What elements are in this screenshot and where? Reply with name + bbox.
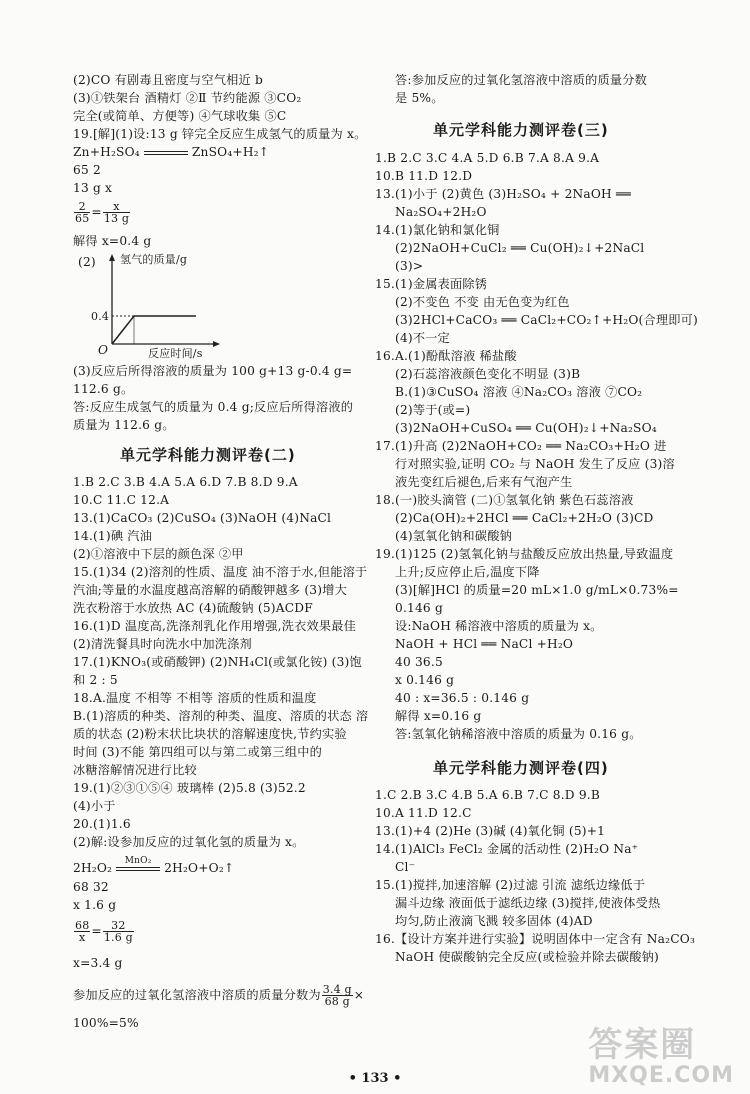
- text-line: (3)反应后所得溶液的质量为 100 g+13 g-0.4 g=: [73, 364, 353, 378]
- text-line: x=3.4 g: [73, 956, 123, 970]
- text-line: 10.A 11.D 12.C: [375, 806, 472, 820]
- text-line: B.(1)溶质的种类、溶剂的种类、温度、溶质的状态 溶: [73, 709, 369, 723]
- fraction: $\frac{32}{1.6 g}$: [103, 919, 133, 944]
- text-line: 17.(1)升高 (2)2NaOH+CO₂ ══ Na₂CO₃+H₂O 进: [375, 439, 667, 453]
- equation-h2o2: [73, 855, 235, 876]
- text-line: 是 5%。: [395, 91, 444, 105]
- equation-lhs: 2H₂O₂: [73, 861, 113, 875]
- text-line: 上升;反应停止后,温度下降: [395, 565, 540, 579]
- text-line: 液先变红后褪色,后来有气泡产生: [395, 475, 573, 489]
- proportion-zn: $\frac{2}{65}$ = $\frac{x}{13 g}$: [75, 200, 130, 225]
- text-line: B.(1)③CuSO₄ 溶液 ④Na₂CO₃ 溶液 ⑦CO₂: [395, 385, 643, 399]
- text-line: 13.(1)小于 (2)黄色 (3)H₂SO₄ + 2NaOH ══: [375, 187, 632, 201]
- equals-sign: [116, 855, 160, 874]
- text-line: 设:NaOH 稀溶液中溶质的质量为 x。: [395, 619, 603, 633]
- text-line: 15.(1)金属表面除锈: [375, 277, 488, 291]
- text-line: 15.(1)搅拌,加速溶解 (2)过滤 引流 滤纸边缘低于: [375, 878, 646, 892]
- proportion-h2o2: $\frac{68}{x}$ = $\frac{32}{1.6 g}$: [75, 919, 133, 944]
- equation-lhs: Zn+H₂SO₄: [73, 145, 140, 159]
- text-line: (4)小于: [73, 799, 116, 813]
- text-line: (2)清洗餐具时向洗水中加洗涤剂: [73, 637, 252, 651]
- text-line: 时间 (3)不能 第四组可以与第二或第三组中的: [73, 745, 322, 759]
- text-line: Na₂SO₄+2H₂O: [395, 205, 487, 219]
- text-line: (3)[解]HCl 的质量=20 mL×1.0 g/mL×0.73%=: [395, 583, 679, 597]
- text-line: 18.(一)胶头滴管 (二)①氢氧化钠 紫色石蕊溶液: [375, 493, 634, 507]
- text-line: 1.B 2.C 3.C 4.A 5.D 6.B 7.A 8.A 9.A: [375, 151, 600, 165]
- text-line: 完全(或简单、方便等) ④气球收集 ⑤C: [73, 109, 287, 123]
- text-line: (2)①溶液中下层的颜色深 ②甲: [73, 547, 244, 561]
- graph-ytick: 0.4: [91, 310, 110, 323]
- text-line: 20.(1)1.6: [73, 817, 131, 831]
- fraction: $\frac{3.4 g}{68 g}$: [322, 983, 352, 1008]
- text-line: (2)石蕊溶液颜色变化不明显 (3)B: [395, 367, 581, 381]
- section-heading: 单元学科能力测评卷(三): [433, 121, 609, 139]
- text-line: (3)2NaOH+CuSO₄ ══ Cu(OH)₂↓+Na₂SO₄: [395, 421, 657, 435]
- text-line: (3)2HCl+CaCO₃ ══ CaCl₂+CO₂↑+H₂O(合理即可): [395, 313, 699, 327]
- text-line: 均匀,防止液滴飞溅 较多固体 (4)AD: [395, 914, 593, 928]
- text-line: 13.(1)CaCO₃ (2)CuSO₄ (3)NaOH (4)NaCl: [73, 511, 332, 525]
- text-line: 1.B 2.C 3.B 4.A 5.A 6.D 7.B 8.D 9.A: [73, 475, 298, 489]
- text-line: 冰糖溶解情况进行比较: [73, 763, 197, 777]
- text-line: (2)等于(或=): [395, 403, 471, 417]
- text-line: Cl⁻: [395, 860, 416, 874]
- text-line: 和 2 : 5: [73, 673, 118, 687]
- text-line: 质量为 112.6 g。: [73, 418, 175, 432]
- mass-curve: [112, 316, 196, 344]
- text-line: 13.(1)+4 (2)He (3)碱 (4)氧化铜 (5)+1: [375, 824, 606, 838]
- text-line: (2)Ca(OH)₂+2HCl ══ CaCl₂+2H₂O (3)CD: [395, 511, 654, 525]
- text-line: 15.(1)34 (2)溶剂的性质、温度 油不溶于水,但能溶于: [73, 565, 368, 579]
- page-number: • 133 •: [348, 1071, 402, 1086]
- text-line: x 0.146 g: [395, 673, 455, 687]
- text-line: (2)不变色 不变 由无色变为红色: [395, 295, 570, 309]
- text-line: 40 36.5: [395, 655, 443, 669]
- fraction: $\frac{x}{13 g}$: [103, 200, 130, 225]
- text-line: 19.(1)②③①⑤④ 玻璃棒 (2)5.8 (3)52.2: [73, 781, 306, 795]
- text-line: 1.C 2.B 3.C 4.B 5.A 6.B 7.C 8.D 9.B: [375, 788, 601, 802]
- x-axis-arrow: [213, 341, 220, 347]
- text-line: (2)解:设参加反应的过氧化氢的质量为 x。: [73, 835, 305, 849]
- text-line: 10.B 11.D 12.D: [375, 169, 473, 183]
- text-line: 质的状态 (2)粉末状比块状的溶解速度快,节约实验: [73, 727, 347, 741]
- equation-rhs: ZnSO₄+H₂↑: [191, 145, 270, 159]
- text-line: 汽油;等量的水温度越高溶解的硝酸钾越多 (3)增大: [73, 583, 347, 597]
- fraction: $\frac{2}{65}$: [75, 200, 90, 225]
- text-line: 16.A.(1)酚酞溶液 稀盐酸: [375, 349, 517, 363]
- section-heading: 单元学科能力测评卷(二): [120, 446, 296, 464]
- text-line: 0.146 g: [395, 601, 443, 615]
- text-line: 解得 x=0.4 g: [73, 234, 152, 248]
- text-line: 16.【设计方案并进行实验】说明固体中一定含有 Na₂CO₃: [375, 932, 696, 946]
- text-line: 10.C 11.C 12.A: [73, 493, 170, 507]
- text-line: 17.(1)KNO₃(或硝酸钾) (2)NH₄Cl(或氯化铵) (3)饱: [73, 655, 362, 669]
- equation-rhs: 2H₂O+O₂↑: [164, 861, 235, 875]
- graph-ylabel: 氢气的质量/g: [120, 253, 188, 266]
- text-line: 解得 x=0.16 g: [395, 709, 482, 723]
- graph-label: (2): [78, 255, 96, 269]
- text-line: 行对照实验,证明 CO₂ 与 NaOH 发生了反应 (3)溶: [395, 457, 675, 471]
- percentage-line: 参加反应的过氧化氢溶液中溶质的质量分数为 $\frac{3.4 g}{68 g}$ ×: [73, 983, 365, 1008]
- text-line: 112.6 g。: [73, 382, 134, 396]
- text-line: 19.[解](1)设:13 g 锌完全反应生成氢气的质量为 x。: [73, 127, 367, 141]
- text-line: 40 : x=36.5 : 0.146 g: [395, 691, 530, 705]
- graph-origin: O: [98, 343, 109, 357]
- text-line: x 1.6 g: [73, 898, 117, 912]
- graph-xlabel: 反应时间/s: [148, 347, 203, 360]
- text-line: (3)①铁架台 酒精灯 ②Ⅱ 节约能源 ③CO₂: [73, 91, 302, 105]
- y-axis-arrow: [109, 254, 115, 261]
- text-line: 答:参加反应的过氧化氢溶液中溶质的质量分数: [395, 73, 648, 87]
- text-line: 65 2: [73, 163, 101, 177]
- catalyst-label: MnO₂: [124, 855, 152, 866]
- text-line: 答:反应生成氢气的质量为 0.4 g;反应后所得溶液的: [73, 400, 354, 414]
- section-heading: 单元学科能力测评卷(四): [433, 759, 609, 777]
- text-line: (2)CO 有剧毒且密度与空气相近 b: [73, 73, 263, 87]
- text-line: 19.(1)125 (2)氢氧化钠与盐酸反应放出热量,导致温度: [375, 547, 674, 561]
- equals-sign: [144, 148, 188, 158]
- text-line: (2)2NaOH+CuCl₂ ══ Cu(OH)₂↓+2NaCl: [395, 241, 645, 255]
- text-line: NaOH + HCl ══ NaCl +H₂O: [395, 637, 574, 651]
- text-line: 14.(1)碘 汽油: [73, 529, 153, 543]
- fraction: $\frac{68}{x}$: [75, 919, 90, 944]
- text-line: 16.(1)D 温度高,洗涤剂乳化作用增强,洗衣效果最佳: [73, 619, 357, 633]
- text-line: 68 32: [73, 880, 109, 894]
- text-line: 14.(1)氯化钠和氯化铜: [375, 223, 500, 237]
- text-line: 18.A.温度 不相等 不相等 溶质的性质和温度: [73, 691, 317, 705]
- equation-zn: [73, 144, 269, 160]
- text-line: (4)不一定: [395, 331, 451, 345]
- text-line: 13 g x: [73, 181, 113, 195]
- text-line: 答:氢氧化钠稀溶液中溶质的质量为 0.16 g。: [395, 727, 642, 741]
- text-line: 14.(1)AlCl₃ FeCl₂ 金属的活动性 (2)H₂O Na⁺: [375, 842, 639, 856]
- text-line: (4)氢氧化钠和碳酸钠: [395, 529, 512, 543]
- text-line: 漏斗边缘 液面低于滤纸边缘 (3)搅拌,使液体受热: [395, 896, 661, 910]
- text-line: 100%=5%: [73, 1016, 139, 1030]
- text-line: 洗衣粉溶于水放热 AC (4)硫酸钠 (5)ACDF: [73, 601, 313, 615]
- text-line: NaOH 使碳酸钠完全反应(或检验并除去碳酸钠): [395, 950, 659, 964]
- text-line: (3)>: [395, 259, 424, 273]
- watermark-logo: 答案圈 MXQE.COM: [588, 1025, 734, 1088]
